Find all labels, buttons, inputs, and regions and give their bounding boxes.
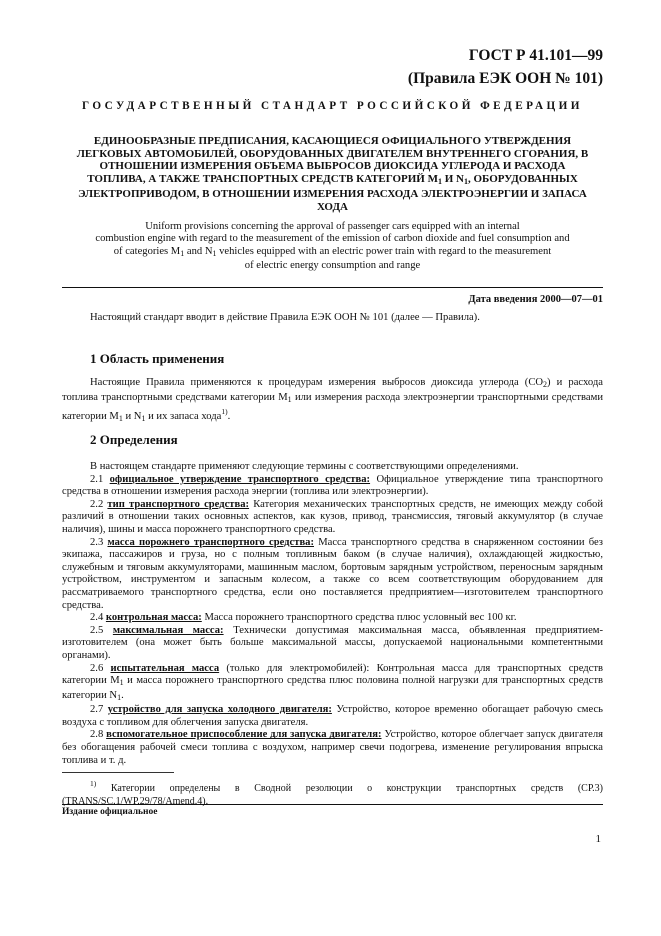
definition-2-7: 2.7 устройство для запуска холодного двигателя: Устройство, которое временно обогащает рабочую смесь воздуха с топливом для облегчения запуска двигателя. (62, 704, 603, 728)
document-title: ЕДИНООБРАЗНЫЕ ПРЕДПИСАНИЯ, КАСАЮЩИЕСЯ ОФИЦИАЛЬНОГО УТВЕРЖДЕНИЯ ЛЕГКОВЫХ АВТОМОБИЛЕЙ, ОБОРУДОВАННЫХ ДВИГАТЕЛЕМ ВНУТРЕННЕГО СГОРАНИЯ, В ОТНОШЕНИИ ИЗМЕРЕНИЯ ОБЪЕМА ВЫБРОСОВ ДИОКСИДА УГЛЕРОДА И РАСХОДА ТОПЛИВА, А ТАКЖЕ ТРАНСПОРТНЫХ СРЕДСТВ КАТЕГОРИЙ $M_1$ И $N_1$, ОБОРУДОВАННЫХ ЭЛЕКТРОПРИВОДОМ, В ОТНОШЕНИИ ИЗМЕРЕНИЯ РАСХОДА ЭЛЕКТРОЭНЕРГИИ И ЗАПАСА ХОДА (76, 135, 589, 213)
section-1-text: Настоящие Правила применяются к процедурам измерения выбросов диоксида углерода $(CO_2)$ и расхода топлива транспортными средствами категории $M_1$ или измерения расхода электроэнергии транспортными средствами категории $M_1$ и $N_1$ и их запаса хода$^{1)}$. (62, 377, 603, 424)
edition-label: Издание официальное (62, 807, 158, 817)
intro-text: Настоящий стандарт вводит в действие Правила ЕЭК ООН № 101 (далее — Правила). (90, 312, 480, 323)
intro-paragraph (62, 312, 603, 325)
section-1-heading: 1 Область применения (90, 351, 225, 366)
rules-reference: (Правила ЕЭК ООН № 101) (407, 70, 603, 87)
section-2-heading: 2 Определения (90, 432, 178, 447)
definition-2-3: 2.3 масса порожнего транспортного средства: Масса транспортного средства в снаряженном состоянии без экипажа, пассажиров и груза, но с полным топливным баком (в случае наличия), охлаждающей жидкостью, служебным и тяговым аккумуляторами, машинным маслом, бортовым зарядным устройством, переносным зарядным устройством, инструментом и запасным колесом, а также со всем соответствующим оборудованием для рассматриваемого транспортного средства, если оно поставляется предприятием—изготовителем транспортного средства. (62, 536, 603, 611)
definition-2-2: 2.2 тип транспортного средства: Категория механических транспортных средств, не имеющих между собой различий в отношении таких основных аспектов, как кузов, привод, трансмиссия, тяговый аккумулятор (в случае наличия), шины и масса порожнего транспортного средства. (62, 498, 603, 535)
definition-2-5: 2.5 максимальная масса: Технически допустимая максимальная масса, объявленная предприятием-изготовителем (она может быть больше максимальной массы, допускаемой национальными компетентными органами). (62, 624, 604, 661)
footnote: $^{1)}$ Категории определены в Сводной резолюции о конструкции транспортных средств (СР.3) (TRANS/SC.1/WP.29/78/Amend.4). (62, 779, 603, 807)
section-2-body (62, 461, 603, 767)
standard-number: ГОСТ Р 41.101—99 (468, 47, 603, 64)
definition-2-6: 2.6 испытательная масса (только для электромобилей): Контрольная масса для транспортных средств категории $M_1$ и масса порожнего транспортного средства плюс половина полной нагрузки для транспортных средств категории $N_1$. (62, 662, 604, 702)
bottom-divider (62, 804, 603, 805)
footnote-divider (62, 772, 174, 773)
state-standard-banner: ГОСУДАРСТВЕННЫЙ СТАНДАРТ РОССИЙСКОЙ ФЕДЕРАЦИИ (82, 100, 583, 112)
english-title: Uniform provisions concerning the approval of passenger cars equipped with an internal combustion engine with regard to the measurement of the emission of carbon dioxide and fuel consumption and of categories $M_1$ and $N_1$ vehicles equipped with an electric power train with regard to the measurement of electric energy consumption and range (95, 221, 570, 272)
definition-2-8: 2.8 вспомогательное приспособление для запуска двигателя: Устройство, которое облегчает запуск двигателя без обогащения рабочей смеси топлива с воздухом, например свечи подогрева, изменение регулирования впрыска топлива и т. д. (62, 729, 603, 766)
definition-2-1: 2.1 официальное утверждение транспортного средства: Официальное утверждение типа транспортного средства в отношении измерения расхода энергии (топлива или электроэнергии). (62, 473, 603, 498)
introduction-date: Дата введения 2000—07—01 (468, 294, 603, 305)
divider (62, 287, 603, 288)
definition-2-4: 2.4 контрольная масса: Масса порожнего транспортного средства плюс условный вес 100 кг. (90, 612, 517, 624)
section-2-lead: В настоящем стандарте применяют следующие термины с соответствующими определениями. (90, 461, 519, 472)
page-number: 1 (595, 833, 601, 845)
